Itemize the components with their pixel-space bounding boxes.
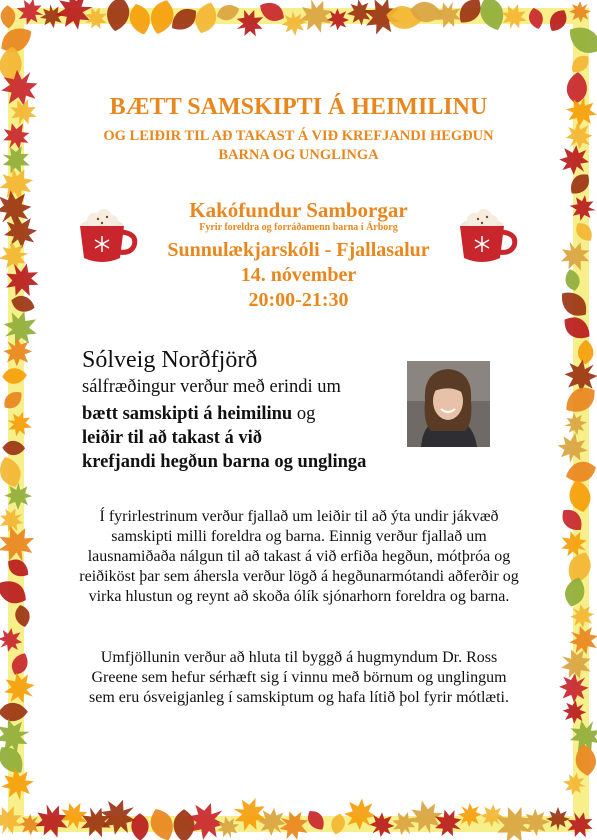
event-audience: Fyrir foreldra og forráðamenn barna í Árborg	[199, 222, 398, 233]
autumn-leaf-icon	[329, 812, 347, 836]
autumn-leaf-icon	[555, 525, 592, 562]
autumn-leaf-icon	[552, 666, 596, 710]
speaker-topic-line-3	[82, 452, 366, 473]
autumn-leaf-icon	[2, 441, 25, 456]
autumn-leaf-icon	[13, 603, 32, 628]
autumn-leaf-icon	[489, 799, 540, 840]
autumn-leaf-icon	[475, 799, 509, 833]
autumn-leaf-icon	[563, 20, 597, 60]
autumn-leaf-icon	[14, 809, 46, 840]
autumn-leaf-icon	[364, 806, 401, 840]
autumn-leaf-icon	[563, 714, 597, 759]
autumn-leaf-icon	[430, 0, 466, 33]
autumn-leaf-icon	[545, 6, 570, 35]
autumn-leaf-icon	[0, 5, 16, 29]
autumn-leaf-icon	[0, 387, 26, 412]
autumn-leaf-icon	[55, 797, 93, 835]
autumn-leaf-icon	[566, 478, 593, 514]
autumn-leaf-icon	[0, 703, 28, 722]
autumn-leaf-icon	[75, 801, 117, 840]
autumn-leaf-icon	[126, 1, 153, 36]
topic-bold-text: leiðir til að takast á við	[82, 428, 263, 448]
poster-title: BÆTT SAMSKIPTI Á HEIMILINU	[109, 94, 488, 120]
autumn-leaf-icon	[476, 0, 508, 34]
autumn-leaf-icon	[174, 809, 195, 840]
autumn-leaf-icon	[497, 0, 530, 33]
speaker-topic-line-1	[82, 404, 315, 425]
autumn-leaf-icon	[0, 714, 34, 757]
autumn-leaf-icon	[0, 503, 28, 537]
autumn-leaf-icon	[13, 0, 46, 28]
autumn-leaf-icon	[231, 4, 269, 42]
poster-subtitle: OG LEIÐIR TIL AÐ TAKAST Á VIÐ KREFJANDI HEGÐUN BARNA OG UNGLINGA	[103, 128, 494, 163]
autumn-leaf-icon	[81, 3, 112, 34]
autumn-leaf-icon	[345, 0, 374, 27]
autumn-leaf-icon	[559, 312, 594, 344]
autumn-leaf-icon	[4, 555, 32, 581]
autumn-leaf-icon	[0, 520, 40, 568]
autumn-leaf-icon	[527, 6, 545, 30]
autumn-leaf-icon	[0, 765, 36, 803]
autumn-leaf-icon	[280, 10, 308, 38]
autumn-leaf-icon	[385, 4, 424, 32]
autumn-leaf-icon	[146, 805, 178, 840]
autumn-leaf-icon	[179, 794, 233, 840]
autumn-leaf-icon	[294, 0, 337, 37]
autumn-leaf-icon	[563, 268, 582, 293]
autumn-leaf-icon	[552, 138, 596, 182]
speaker-photo	[407, 361, 490, 447]
autumn-leaf-icon	[4, 482, 32, 510]
autumn-leaf-icon	[563, 411, 589, 437]
autumn-leaf-icon	[4, 408, 36, 440]
autumn-leaf-icon	[563, 549, 595, 588]
autumn-leaf-icon	[304, 807, 328, 833]
autumn-leaf-icon	[0, 304, 45, 353]
autumn-leaf-icon	[0, 208, 45, 257]
autumn-leaf-icon	[0, 45, 23, 82]
autumn-leaf-icon	[387, 806, 421, 840]
autumn-leaf-icon	[0, 256, 46, 304]
autumn-leaf-icon	[0, 331, 39, 373]
autumn-leaf-icon	[0, 575, 31, 609]
event-date: 14. nóvember	[240, 264, 357, 286]
autumn-leaf-icon	[562, 807, 597, 840]
autumn-leaf-icon	[0, 800, 28, 840]
autumn-leaf-icon	[337, 791, 383, 837]
autumn-leaf-icon	[578, 340, 594, 365]
autumn-leaf-icon	[0, 182, 40, 234]
autumn-leaf-icon	[0, 239, 31, 274]
autumn-leaf-icon	[104, 0, 132, 33]
description-paragraph-2: Umfjöllunin verður að hluta til byggð á hugmyndum Dr. Ross Greene sem hefur sérhæft sig í vinnu með börnum og unglingum sem eru ósveigjanleg í samskiptum og hafa lítið þol fyrir mótlæti.	[89, 649, 509, 706]
autumn-leaf-icon	[556, 286, 593, 322]
autumn-leaf-icon	[565, 598, 597, 633]
autumn-leaf-icon	[0, 141, 35, 179]
autumn-leaf-icon	[557, 352, 597, 401]
autumn-leaf-icon	[9, 293, 37, 315]
autumn-leaf-icon	[322, 3, 354, 35]
autumn-leaf-icon	[30, 799, 74, 840]
autumn-leaf-icon	[566, 170, 594, 199]
autumn-leaf-icon	[256, 0, 288, 26]
speaker-topic-line-2	[82, 428, 262, 449]
event-time: 20:00-21:30	[248, 289, 349, 311]
event-location: Sunnulækjarskóli - Fjallasalur	[167, 239, 430, 261]
autumn-leaf-icon	[167, 3, 202, 35]
autumn-leaf-icon	[251, 801, 292, 840]
autumn-leaf-icon	[568, 193, 597, 223]
autumn-leaf-icon	[147, 0, 178, 37]
description-paragraph-1: Í fyrirlestrinum verður fjallað um leiðir til að ýta undir jákvæð samskipti milli foreldra og barna. Einnig verður fjallað um lausnamiðaða nálgun til að takast á við erfiða hegðun, mótþróa og reiðiköst þar sem áhersla verður lögð á hegðunarmótandi aðferðir og virka hlustun og reynt að skoða ólík sjónarhorn foreldra og barna.	[79, 508, 519, 605]
autumn-leaf-icon	[2, 367, 28, 384]
autumn-leaf-icon	[574, 743, 597, 777]
autumn-leaf-icon	[546, 807, 570, 831]
autumn-leaf-icon	[572, 219, 596, 245]
autumn-leaf-icon	[452, 798, 487, 833]
topic-bold-text: bætt samskipti á heimilinu	[82, 404, 293, 424]
autumn-leaf-icon	[215, 2, 242, 23]
autumn-leaf-icon	[559, 116, 597, 155]
autumn-leaf-icon	[554, 642, 597, 686]
speaker-intro: sálfræðingur verður með erindi um	[82, 377, 341, 397]
topic-connector: og	[292, 404, 316, 424]
autumn-leaf-icon	[429, 804, 468, 840]
autumn-leaf-icon	[405, 796, 447, 838]
autumn-leaf-icon	[358, 0, 406, 40]
autumn-leaf-icon	[560, 381, 597, 418]
autumn-leaf-icon	[563, 619, 597, 661]
autumn-leaf-icon	[522, 808, 551, 837]
autumn-leaf-icon	[568, 51, 593, 76]
autumn-leaf-icon	[191, 0, 220, 36]
autumn-leaf-icon	[0, 622, 28, 657]
topic-bold-text: krefjandi hegðun barna og unglinga	[82, 452, 367, 472]
autumn-leaf-icon	[131, 813, 149, 840]
autumn-leaf-icon	[562, 575, 588, 609]
autumn-leaf-icon	[228, 792, 272, 836]
autumn-leaf-icon	[454, 0, 486, 28]
autumn-leaf-icon	[0, 666, 42, 711]
autumn-leaf-icon	[0, 454, 25, 490]
autumn-leaf-icon	[555, 236, 595, 276]
autumn-leaf-icon	[0, 117, 35, 156]
autumn-leaf-icon	[409, 0, 444, 25]
speaker-name: Sólveig Norðfjörð	[82, 347, 258, 373]
autumn-leaf-icon	[557, 505, 587, 536]
autumn-leaf-icon	[564, 0, 596, 28]
autumn-leaf-icon	[561, 770, 589, 798]
autumn-leaf-icon	[51, 0, 96, 34]
autumn-leaf-icon	[563, 458, 597, 486]
autumn-leaf-icon	[214, 813, 242, 840]
event-name: Kakófundur Samborgar	[189, 198, 408, 222]
autumn-leaf-icon	[557, 695, 592, 730]
autumn-leaf-icon	[92, 791, 144, 840]
autumn-leaf-icon	[0, 741, 29, 779]
autumn-leaf-icon	[273, 804, 315, 840]
autumn-leaf-icon	[38, 3, 65, 30]
autumn-leaf-icon	[0, 22, 37, 58]
autumn-leaf-icon	[8, 650, 31, 678]
autumn-leaf-icon	[555, 430, 591, 466]
autumn-leaf-icon	[0, 163, 37, 205]
